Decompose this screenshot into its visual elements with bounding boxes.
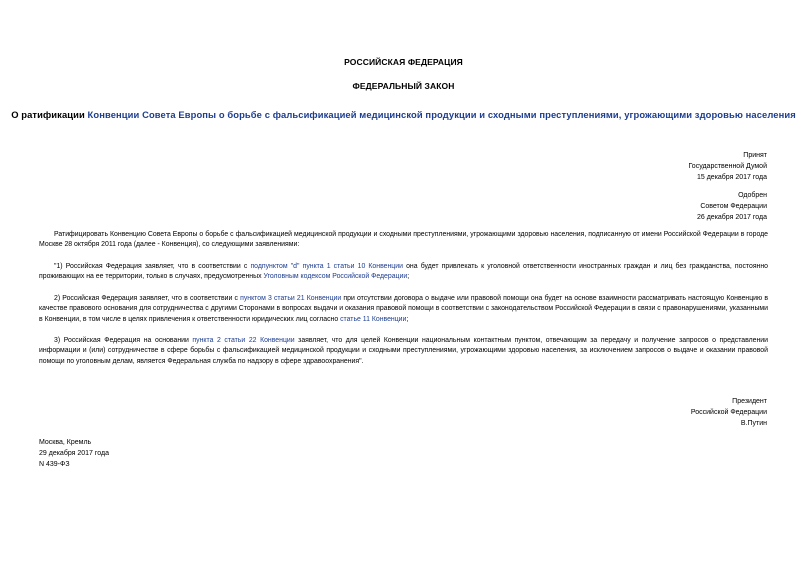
signature-country: Российской Федерации [690, 409, 767, 416]
accepted-body: Государственной Думой [688, 163, 767, 170]
signing-place: Москва, Кремль [39, 439, 92, 446]
article-22-link[interactable]: пункта 2 статьи 22 Конвенции [192, 337, 295, 344]
article-10-link[interactable]: подпунктом "d" пункта 1 статьи 10 Конвенции [250, 263, 403, 270]
law-title-prefix: О ратификации [11, 109, 88, 120]
signing-date: 29 декабря 2017 года [39, 450, 110, 457]
approved-date: 26 декабря 2017 года [696, 214, 767, 221]
country-heading: РОССИЙСКАЯ ФЕДЕРАЦИЯ [344, 57, 463, 67]
ratification-text: Ратифицировать Конвенцию Совета Европы о борьбе с фальсификацией медицинской продукции и сходными преступлениями, угрожающими здоровью населения, подписанную от имени Российской Федерации в городе Москве 28 октября 2011 года (далее - Конвенция), со следующими заявлениями: [39, 231, 768, 249]
declaration-3-text-a: 3) Российская Федерация на основании [54, 337, 193, 344]
approved-label: Одобрен [738, 192, 767, 199]
place-date-block [39, 437, 109, 470]
article-11-link[interactable]: статье 11 Конвенции [340, 315, 407, 323]
declaration-2-paragraph [39, 294, 768, 325]
accepted-date: 15 декабря 2017 года [696, 174, 767, 181]
law-title [0, 109, 807, 120]
ratification-paragraph [39, 230, 768, 251]
declaration-1-text-a: "1) Российская Федерация заявляет, что в соответствии с [54, 263, 251, 270]
approved-body: Советом Федерации [700, 203, 767, 210]
convention-title-link[interactable]: Конвенции Совета Европы о борьбе с фальсификацией медицинской продукции и сходными преступлениями, угрожающими здоровью населения [87, 109, 796, 120]
declaration-2-text-c: ; [406, 315, 409, 323]
declaration-1-text-b: она будет привлекать к уголовной ответственности иностранных граждан и лиц без гражданства, постоянно проживающих на ее территории, только в случаях, предусмотренных [39, 263, 769, 281]
signature-title: Президент [732, 398, 767, 405]
approved-block [697, 190, 767, 223]
declaration-3-text-b: заявляет, что для целей Конвенции национальным контактным пунктом, отвечающим за передачу и получение запросов о представлении информации и (или) сотрудничестве в сфере борьбы с фальсификацией медицинской продукции и сходными преступлениями, угрожающими здоровью населения, за исключением запросов о выдаче и оказании правовой помощи по уголовным делам, является Федеральная служба по надзору в сфере здравоохранения". [39, 337, 768, 365]
accepted-block [688, 150, 767, 183]
declaration-3-paragraph [39, 336, 768, 367]
accepted-label: Принят [743, 152, 767, 159]
signature-name: В.Путин [740, 420, 767, 427]
law-number: N 439-ФЗ [39, 461, 70, 468]
declaration-2-text-a: 2) Российская Федерация заявляет, что в соответствии с [54, 295, 241, 302]
criminal-code-link[interactable]: Уголовным кодексом Российской Федерации [263, 273, 408, 281]
declaration-1-paragraph [39, 262, 768, 283]
signature-block [691, 396, 767, 429]
article-21-link[interactable]: пунктом 3 статьи 21 Конвенции [240, 295, 342, 302]
declaration-1-text-c: ; [407, 273, 410, 281]
document-type-heading: ФЕДЕРАЛЬНЫЙ ЗАКОН [352, 81, 455, 91]
declaration-2-text-b: при отсутствии договора о выдаче или правовой помощи она будет на основе взаимности рассматривать настоящую Конвенцию в качестве правового основания для сотрудничества с другими Сторонами в вопросах выдачи и оказания правовой помощи в соответствии с законодательством Российской Федерации в связи с правонарушениями, указанными в Конвенции, в том числе в целях привлечения к ответственности юридических лиц согласно [39, 295, 768, 323]
